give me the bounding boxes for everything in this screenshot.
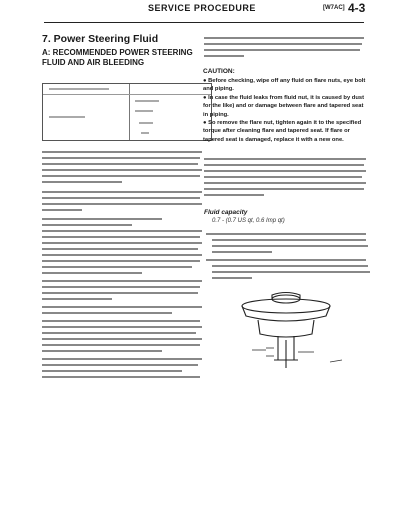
table-rule: [43, 94, 211, 95]
text-line: [42, 197, 200, 199]
text-line: [204, 176, 362, 178]
text-line: [42, 175, 200, 177]
caution-item: ● So remove the flare nut, tighten again it to the specified torque after cleaning flare and tapered seat. If flare or tapered seat is damaged, replace it with a new one.: [203, 120, 362, 143]
header-rule: [44, 22, 364, 23]
text-line: [212, 239, 366, 241]
text-line: [204, 37, 364, 39]
reservoir-body: [242, 293, 330, 369]
text-line: [42, 280, 202, 282]
text-line: [212, 245, 368, 247]
text-line: [42, 157, 200, 159]
text-line: [42, 364, 198, 366]
text-line: [42, 272, 142, 274]
text-line: [42, 266, 192, 268]
text-line: [206, 233, 366, 235]
fluid-table: [42, 83, 212, 141]
text-line: [42, 338, 202, 340]
text-line: [42, 236, 200, 238]
text-line: [204, 194, 264, 196]
header-title: SERVICE PROCEDURE: [148, 3, 256, 13]
text-line: [42, 248, 198, 250]
text-line: [204, 49, 360, 51]
table-cell-text: [135, 100, 159, 102]
text-line: [42, 163, 198, 165]
table-divider: [129, 84, 130, 140]
text-line: [42, 326, 202, 328]
table-header-text: [49, 88, 109, 90]
text-line: [42, 320, 200, 322]
text-line: [42, 242, 202, 244]
text-line: [42, 292, 198, 294]
fluid-capacity-title: Fluid capacity: [204, 209, 248, 216]
text-line: [204, 55, 244, 57]
text-line: [42, 312, 172, 314]
text-line: [42, 286, 200, 288]
section-title: 7. Power Steering Fluid: [42, 33, 159, 45]
table-cell-text: [49, 116, 85, 118]
text-line: [212, 271, 370, 273]
text-line: [42, 169, 202, 171]
text-line: [42, 203, 202, 205]
text-line: [42, 191, 202, 193]
text-line: [212, 251, 272, 253]
caution-item: ● Before checking, wipe off any fluid on flare nuts, eye bolt and piping.: [203, 78, 366, 93]
page-number: 4-3: [348, 1, 366, 15]
header-code: [W7AC]: [323, 5, 345, 11]
text-line: [204, 188, 364, 190]
text-line: [42, 298, 112, 300]
text-line: [42, 376, 200, 378]
text-line: [42, 181, 122, 183]
caution-title: CAUTION:: [203, 68, 235, 75]
text-line: [42, 151, 202, 153]
fluid-capacity-value: 0.7 - (0.7 US qt, 0.6 Imp qt): [212, 218, 285, 224]
text-line: [42, 260, 200, 262]
text-line: [204, 164, 364, 166]
text-line: [42, 306, 202, 308]
text-line: [42, 358, 202, 360]
text-line: [42, 230, 202, 232]
reservoir-illustration: [238, 290, 358, 370]
text-line: [42, 218, 162, 220]
caution-item: ● In case the fluid leaks from fluid nut, it is caused by dust for the like) and or damage between flare and tapered seat in piping.: [203, 94, 365, 118]
text-line: [212, 277, 252, 279]
text-line: [212, 265, 368, 267]
text-line: [42, 254, 202, 256]
text-line: [42, 370, 182, 372]
caution-body: [203, 77, 368, 144]
subsection-title: A: RECOMMENDED POWER STEERING FLUID AND AIR BLEEDING: [42, 48, 193, 67]
text-line: [42, 224, 132, 226]
text-line: [204, 158, 366, 160]
text-line: [42, 209, 82, 211]
text-line: [42, 332, 196, 334]
text-line: [204, 43, 362, 45]
text-line: [204, 170, 366, 172]
table-cell-text: [141, 132, 149, 134]
table-cell-text: [139, 122, 153, 124]
table-cell-text: [135, 110, 153, 112]
text-line: [42, 350, 162, 352]
text-line: [204, 182, 366, 184]
text-line: [206, 259, 366, 261]
text-line: [42, 344, 200, 346]
